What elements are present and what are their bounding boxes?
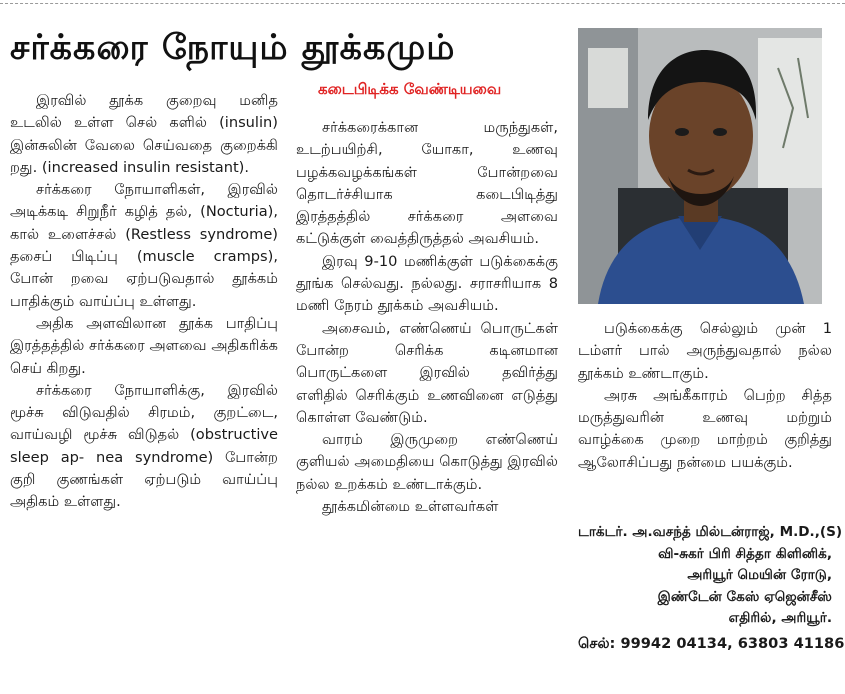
headline: சர்க்கரை நோயும் தூக்கமும் [10, 28, 456, 68]
paragraph: படுக்கைக்கு செல்லும் முன் 1 டம்ளர் பால் அருந்துவதால் நல்ல தூக்கம் உண்டாகும். [578, 320, 832, 382]
paragraph: சர்க்கரை நோயாளிகள், இரவில் அடிக்கடி சிறுநீர் கழித் தல், (Nocturia), கால் உளைச்சல் (Restless syndrome) தசைப் பிடிப்பு (muscle cramps), போன் றவை ஏற்படுவதால் தூக்கம் பாதிக்கும் வாய்ப்பு உள்ளது. [10, 181, 278, 310]
author-photo [578, 28, 822, 304]
author-signature [578, 522, 843, 630]
address-road: அரியூர் மெயின் ரோடு, [687, 567, 832, 583]
phone-numbers: செல்: 99942 04134, 63803 41186 [578, 635, 845, 652]
address-landmark: இண்டேன் கேஸ் ஏஜென்சீஸ் [657, 588, 832, 605]
clinic-name: வி-சுகர் பிரி சித்தா கிளினிக், [658, 545, 832, 562]
subheading: கடைபிடிக்க வேண்டியவை [318, 80, 502, 98]
address-place: எதிரில், அரியூர். [728, 610, 832, 626]
paragraph: தூக்கமின்மை உள்ளவர்கள் [322, 498, 499, 516]
paragraph: இரவில் தூக்க குறைவு மனித உடலில் உள்ள செல் களில் (insulin) இன்சுலின் வேலை செய்வதை குறைக்கி றது. (increased insulin resistant). [10, 92, 278, 176]
cut-line [0, 3, 845, 4]
paragraph: வாரம் இருமுறை எண்ணெய் குளியல் அமைதியை கொடுத்து இரவில் நல்ல உறக்கம் உண்டாக்கும். [296, 431, 558, 493]
paragraph: அசைவம், எண்ணெய் பொருட்கள் போன்ற செரிக்க கடினமான பொருட்களை இரவில் தவிர்த்து எளிதில் செரிக்கும் உணவினை எடுத்து கொள்ள வேண்டும். [296, 319, 558, 426]
article-column-2 [296, 117, 558, 518]
article-column-1 [10, 90, 278, 514]
paragraph: சர்க்கரைக்கான மருந்துகள், உடற்பயிற்சி, யோகா, உணவு பழக்கவழக்கங்கள் போன்றவை தொடர்ச்சியாக கடைபிடித்து இரத்தத்தில் சர்க்கரை அளவை கட்டுக்குள் வைத்திருத்தல் அவசியம். [296, 119, 558, 248]
paragraph: இரவு 9-10 மணிக்குள் படுக்கைக்கு தூங்க செல்வது. நல்லது. சராசரியாக 8 மணி நேரம் தூக்கம் அவசியம். [296, 252, 558, 315]
article-column-3 [578, 318, 832, 474]
author-name: டாக்டர். அ.வசந்த் மில்டன்ராஜ், M.D.,(S) [578, 524, 843, 540]
paragraph: அரசு அங்கீகாரம் பெற்ற சித்த மருத்துவரின் உணவு மற்றும் வாழ்க்கை முறை மாற்றம் குறித்து ஆலோசிப்பது நன்மை பயக்கும். [578, 386, 832, 471]
paragraph: சர்க்கரை நோயாளிக்கு, இரவில் மூச்சு விடுவதில் சிரமம், குறட்டை, வாய்வழி மூச்சு விடுதல் (obstructive sleep ap- nea syndrome) போன்ற குறி குணங்கள் ஏற்படும் வாய்ப்பு அதிகம் உள்ளது. [10, 381, 278, 511]
paragraph: அதிக அளவிலான தூக்க பாதிப்பு இரத்தத்தில் சர்க்கரை அளவை அதிகரிக்க செய் கிறது. [10, 314, 278, 377]
